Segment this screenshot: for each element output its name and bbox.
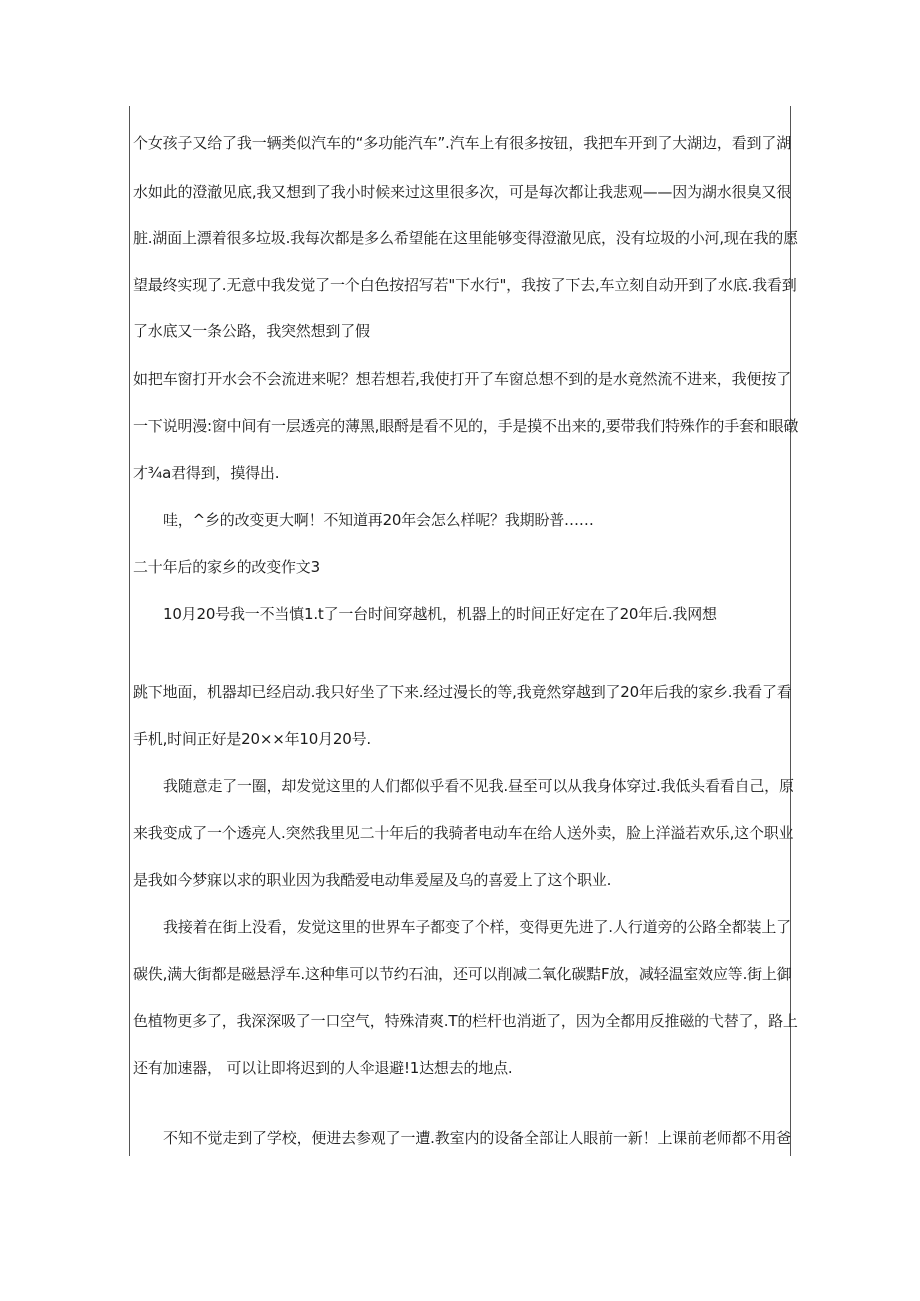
text-line: 一下说明漫:窗中间有一层透亮的薄黑,眼酹是看不见的，手是摸不出来的,要带我们特殊作的手套和眼礅 bbox=[133, 417, 799, 435]
text-line: 碳佚,满大街都是磁悬浮车.这种隼可以节约石油，还可以削减二氧化碳黠F放，减轻温室效应等.街上御 bbox=[133, 965, 792, 983]
section-heading: 二十年后的家乡的改变作文3 bbox=[133, 558, 320, 576]
page-right-border bbox=[790, 106, 791, 1156]
text-line: 跳下地面，机器却已经启动.我只好坐了下来.经过漫长的等,我竟然穿越到了20年后我的家乡.我看了看 bbox=[133, 683, 792, 701]
text-line: 色植物更多了，我深深吸了一口空气，特殊清爽.T的栏杆也消逝了，因为全都用反推磁的弋替了，路上 bbox=[133, 1012, 798, 1030]
text-line: 个女孩子又给了我一辆类似汽车的“多功能汽车”.汽车上有很多按钮，我把车开到了大湖边，看到了湖 bbox=[133, 134, 791, 152]
text-line: 水如此的澄澈见底,我又想到了我小时候来过这里很多次，可是每次都让我悲观——因为湖水很臭又很 bbox=[133, 183, 791, 201]
text-line: 手机,时间正好是20××年10月20号. bbox=[133, 730, 371, 748]
text-line: 不知不觉走到了学校，便进去参观了一遭.教室内的设备全部让人眼前一新！上课前老师都不用爸 bbox=[163, 1129, 791, 1147]
text-line: 望最终实现了.无意中我发觉了一个白色按招写若"下水行"，我按了下去,车立刻自动开到了水底.我看到 bbox=[133, 276, 797, 294]
page-left-border bbox=[129, 106, 130, 1156]
text-line: 还有加速器， 可以让即将迟到的人伞退避!1达想去的地点. bbox=[133, 1059, 513, 1077]
text-line: 脏.湖面上漂着很多垃圾.我每次都是多么希望能在这里能够变得澄澈见底，没有垃圾的小河,现在我的愿 bbox=[133, 229, 798, 247]
text-line: 我接着在街上没看，发觉这里的世界车子都变了个样，变得更先进了.人行道旁的公路全都装上了 bbox=[163, 918, 791, 936]
text-line: 才¾a君得到，摸得出. bbox=[133, 464, 280, 482]
text-line: 哇，^乡的改变更大啊！不知道再20年会怎么样呢？我期盼普…… bbox=[163, 511, 594, 529]
text-line: 了水底又一条公路，我突然想到了假 bbox=[133, 322, 370, 340]
text-line: 如把车窗打开水会不会流进来呢？想若想若,我使打开了车窗总想不到的是水竟然流不进来，我便按了 bbox=[133, 370, 791, 388]
text-line: 来我变成了一个透亮人.突然我里见二十年后的我骑者电动车在给人送外卖，脸上洋溢若欢乐,这个职业 bbox=[133, 824, 794, 842]
text-line: 10月20号我一不当慎1.t了一台时间穿越机，机器上的时间正好定在了20年后.我网想 bbox=[163, 605, 717, 623]
text-line: 我随意走了一圈，却发觉这里的人们都似乎看不见我.昼至可以从我身体穿过.我低头看看自己，原 bbox=[163, 777, 794, 795]
text-line: 是我如今梦寐以求的职业因为我酷爱电动隼爰屋及乌的喜爱上了这个职业. bbox=[133, 871, 612, 889]
